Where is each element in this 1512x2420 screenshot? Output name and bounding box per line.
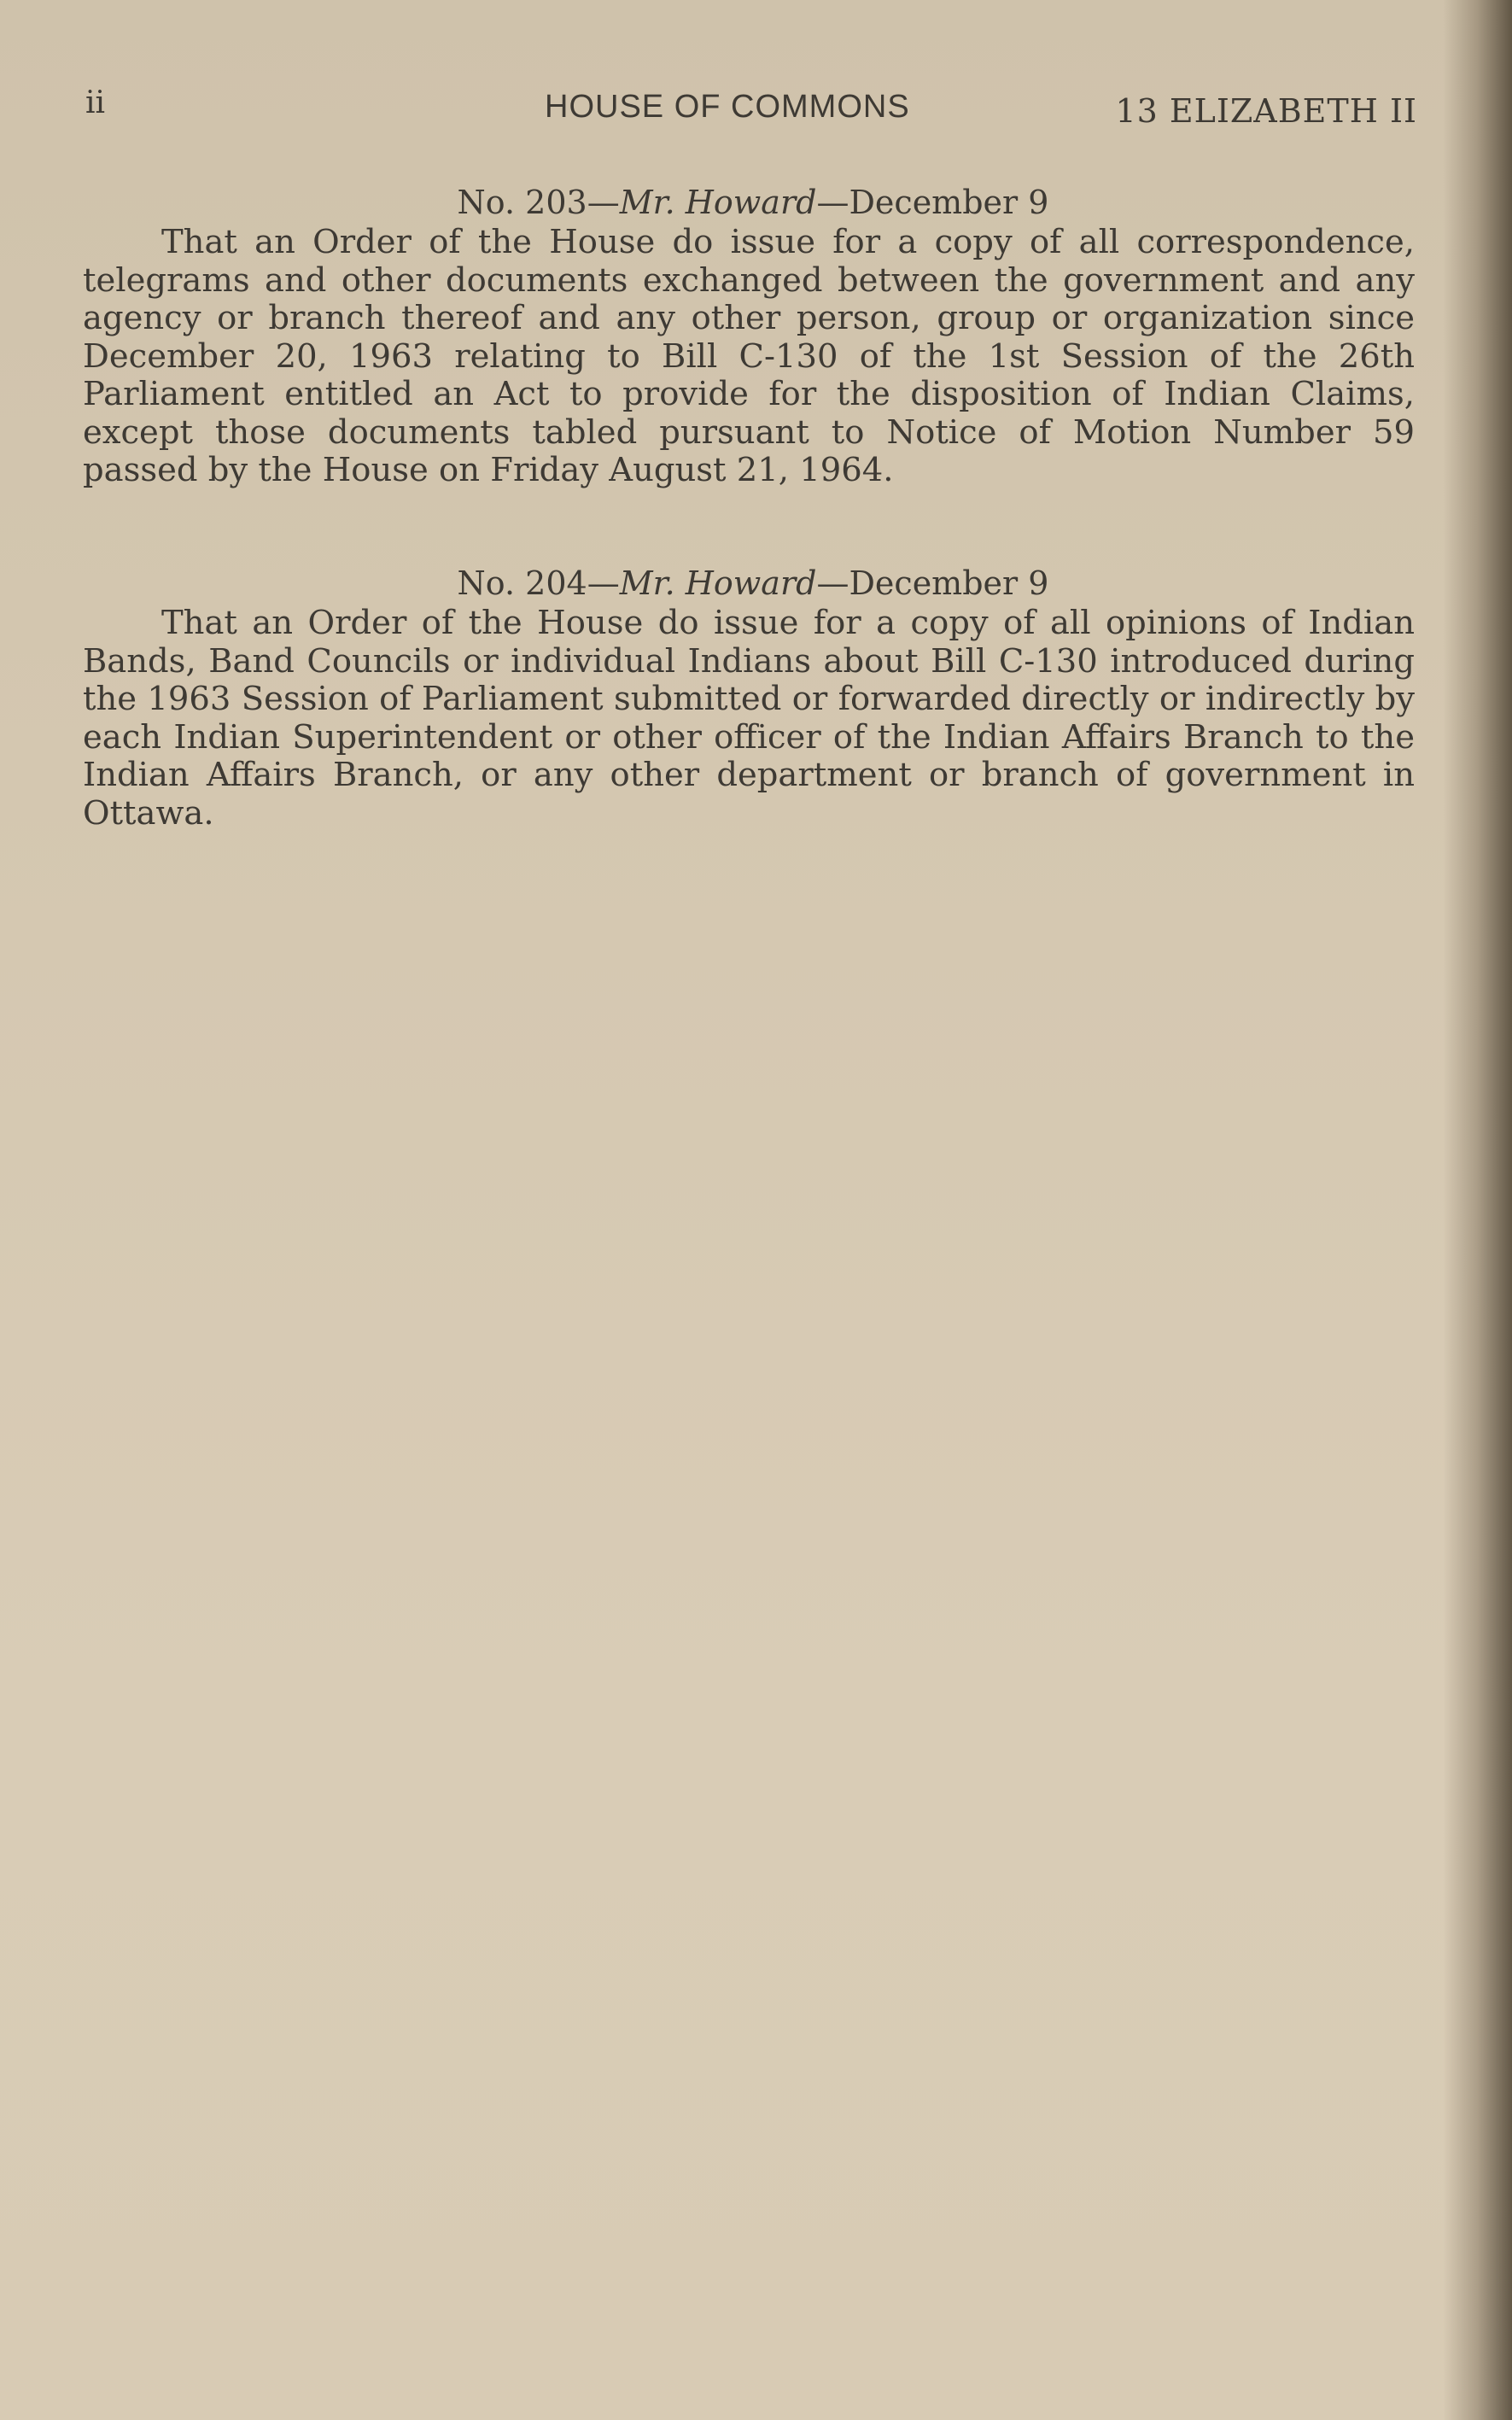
running-header [85, 85, 1417, 137]
motion-mover: Mr. Howard [619, 184, 817, 221]
motion-date: —December 9 [816, 184, 1049, 221]
motion-date: —December 9 [816, 564, 1049, 602]
motion-mover: Mr. Howard [619, 564, 817, 602]
motion-number: No. 203— [457, 184, 620, 221]
regnal-year: 13 ELIZABETH II [1115, 92, 1417, 130]
motion-203 [83, 181, 1415, 490]
header-title: HOUSE OF COMMONS [545, 89, 910, 125]
motion-text: That an Order of the House do issue for a copy of all correspondence, telegrams and other documents exchanged between the government and any agency or branch thereof and any other person, group or organization since December 20, 1963 relating to Bill C-130 of the 1st Session of the 26th Parliament entitled an Act to provide for the disposition of Indian Claims, except those documents tabled pursuant to Notice of Motion Number 59 passed by the House on Friday August 21, 1964. [83, 223, 1415, 489]
motion-heading [83, 562, 1415, 605]
motion-heading [83, 181, 1415, 224]
page-number: ii [85, 85, 106, 120]
motion-204 [83, 562, 1415, 833]
motion-text: That an Order of the House do issue for a copy of all opinions of Indian Bands, Band Councils or individual Indians about Bill C-130 introduced during the 1963 Session of Parliament submitted or forwarded directly or indirectly by each Indian Superintendent or other officer of the Indian Affairs Branch to the Indian Affairs Branch, or any other department or branch of government in Ottawa. [83, 604, 1415, 833]
motion-number: No. 204— [457, 564, 620, 602]
